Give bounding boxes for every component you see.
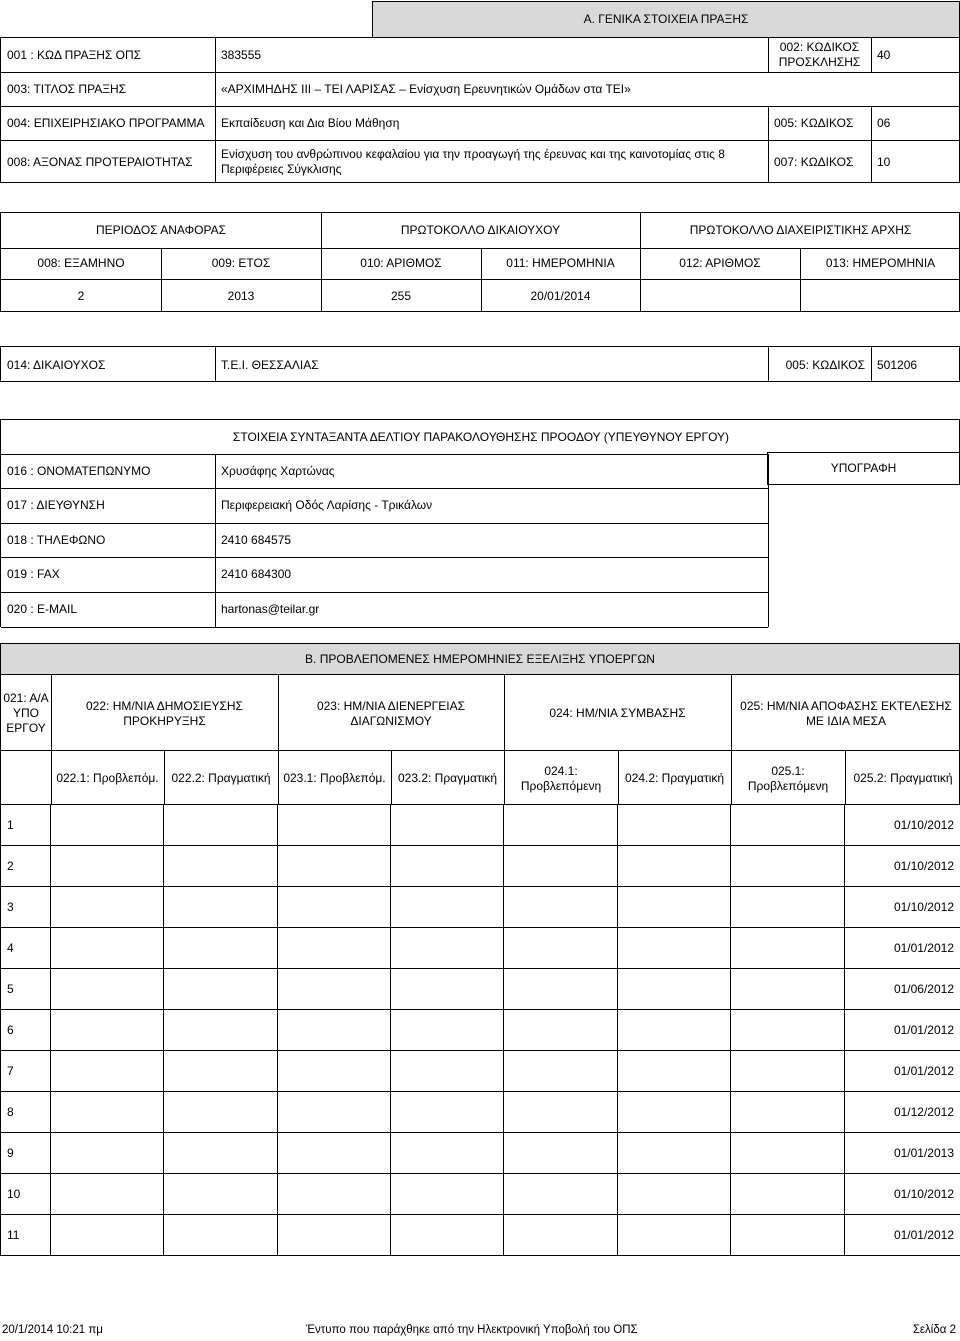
empty-date-cell — [164, 1051, 278, 1092]
own-means-date-header: 025: ΗΜ/ΝΙΑ ΑΠΟΦΑΣΗΣ ΕΚΤΕΛΕΣΗΣ ΜΕ ΙΔΙΑ ΜΕΣΑ — [740, 698, 952, 728]
subcol-022-2: 022.2: Πραγματική — [171, 771, 271, 785]
empty-date-cell — [731, 1215, 845, 1256]
authority-date-col-label: 013: ΗΜΕΡΟΜΗΝΙΑ — [825, 256, 936, 270]
protocol-authority-header: ΠΡΩΤΟΚΟΛΛΟ ΔΙΑΧΕΙΡΙΣΤΙΚΗΣ ΑΡΧΗΣ — [689, 223, 912, 237]
empty-date-cell — [391, 1010, 504, 1051]
year-col-label: 009: ΕΤΟΣ — [211, 256, 271, 270]
f020-label: 020 : E-MAIL — [7, 602, 78, 616]
subcol-024-1: 024.1: Προβλεπόμενη — [520, 763, 602, 793]
empty-date-cell — [618, 1174, 731, 1215]
empty-date-cell — [618, 969, 731, 1010]
empty-date-cell — [391, 887, 504, 928]
subproject-no-header: 021: Α/Α ΥΠΟ ΕΡΓΟΥ — [3, 691, 49, 735]
actual-execution-date: 01/01/2012 — [845, 1010, 960, 1051]
subproject-number: 5 — [1, 969, 51, 1010]
empty-date-cell — [164, 1092, 278, 1133]
empty-date-cell — [278, 969, 391, 1010]
subcol-022-1: 022.1: Προβλεπόμ. — [56, 771, 159, 785]
empty-date-cell — [278, 1174, 391, 1215]
semester-value: 2 — [77, 288, 85, 303]
actual-execution-date: 01/12/2012 — [845, 1092, 960, 1133]
empty-date-cell — [731, 928, 845, 969]
empty-date-cell — [278, 928, 391, 969]
empty-date-cell — [278, 1215, 391, 1256]
f004-value: Εκπαίδευση και Δια Βίου Μάθηση — [221, 115, 400, 130]
schedule-subheader — [0, 750, 960, 805]
f002-value: 40 — [877, 47, 891, 62]
table-row — [1, 1215, 960, 1256]
subproject-number: 4 — [1, 928, 51, 969]
empty-date-cell — [164, 846, 278, 887]
f007-value: 10 — [877, 154, 891, 169]
empty-date-cell — [618, 1092, 731, 1133]
subproject-number: 1 — [1, 805, 51, 846]
table-row — [1, 1133, 960, 1174]
empty-date-cell — [51, 1215, 164, 1256]
general-info-table — [0, 37, 960, 183]
subproject-number: 9 — [1, 1133, 51, 1174]
section-b-header — [0, 643, 960, 675]
footer-timestamp: 20/1/2014 10:21 πμ — [2, 1324, 103, 1336]
empty-date-cell — [504, 1092, 618, 1133]
empty-date-cell — [731, 1010, 845, 1051]
subproject-number: 10 — [1, 1174, 51, 1215]
table-row — [1, 928, 960, 969]
empty-date-cell — [164, 1133, 278, 1174]
signature-label: ΥΠΟΓΡΑΦΗ — [830, 461, 897, 475]
empty-date-cell — [504, 1051, 618, 1092]
actual-execution-date: 01/01/2012 — [845, 1051, 960, 1092]
date-col-label: 011: ΗΜΕΡΟΜΗΝΙΑ — [506, 256, 615, 270]
announcement-date-header: 022: ΗΜ/ΝΙΑ ΔΗΜΟΣΙΕΥΣΗΣ ΠΡΟΚΗΡΥΞΗΣ — [86, 698, 243, 728]
f017-label: 017 : ΔΙΕΥΘΥΝΣΗ — [7, 498, 105, 512]
empty-date-cell — [164, 928, 278, 969]
empty-date-cell — [731, 887, 845, 928]
actual-execution-date: 01/01/2012 — [845, 1215, 960, 1256]
f007-label: 007: ΚΩΔΙΚΟΣ — [774, 154, 854, 169]
empty-date-cell — [51, 928, 164, 969]
empty-date-cell — [164, 1215, 278, 1256]
empty-date-cell — [731, 805, 845, 846]
empty-date-cell — [391, 1215, 504, 1256]
empty-date-cell — [504, 846, 618, 887]
empty-date-cell — [618, 928, 731, 969]
section-b-title: Β. ΠΡΟΒΛΕΠΟΜΕΝΕΣ ΗΜΕΡΟΜΗΝΙΕΣ ΕΞΕΛΙΞΗΣ ΥΠΟΕΡΓΩΝ — [305, 651, 655, 666]
empty-date-cell — [51, 805, 164, 846]
empty-date-cell — [618, 1215, 731, 1256]
subproject-number: 11 — [1, 1215, 51, 1256]
subcol-023-1: 023.1: Προβλεπόμ. — [283, 771, 386, 785]
table-row — [1, 846, 960, 887]
number-value: 255 — [390, 288, 412, 303]
authority-number-col-label: 012: ΑΡΙΘΜΟΣ — [679, 256, 761, 270]
semester-col-label: 008: ΕΞΑΜΗΝΟ — [37, 256, 125, 270]
beneficiary-table — [0, 346, 960, 382]
f018-label: 018 : ΤΗΛΕΦΩΝΟ — [7, 532, 106, 547]
beneficiary-code-value: 501206 — [877, 357, 918, 372]
empty-date-cell — [278, 846, 391, 887]
empty-date-cell — [51, 1051, 164, 1092]
empty-date-cell — [51, 1174, 164, 1215]
empty-date-cell — [278, 887, 391, 928]
section-a-title: Α. ΓΕΝΙΚΑ ΣΤΟΙΧΕΙΑ ΠΡΑΞΗΣ — [583, 12, 749, 26]
empty-date-cell — [278, 1010, 391, 1051]
subproject-number: 2 — [1, 846, 51, 887]
empty-date-cell — [391, 846, 504, 887]
actual-execution-date: 01/10/2012 — [845, 887, 960, 928]
empty-date-cell — [164, 805, 278, 846]
empty-date-cell — [391, 1092, 504, 1133]
empty-date-cell — [504, 1010, 618, 1051]
f016-value: Χρυσάφης Χαρτώνας — [221, 463, 335, 478]
subproject-number: 3 — [1, 887, 51, 928]
f004-label: 004: ΕΠΙΧΕΙΡΗΣΙΑΚΟ ΠΡΟΓΡΑΜΜΑ — [7, 115, 205, 130]
actual-execution-date: 01/01/2012 — [845, 928, 960, 969]
empty-date-cell — [278, 1051, 391, 1092]
table-row — [1, 1092, 960, 1133]
empty-date-cell — [391, 1133, 504, 1174]
subproject-number: 8 — [1, 1092, 51, 1133]
table-row — [1, 887, 960, 928]
footer-note: Έντυπο που παράχθηκε από την Ηλεκτρονική Υποβολή του ΟΠΣ — [306, 1324, 638, 1336]
reporting-period-table — [0, 212, 960, 312]
empty-date-cell — [391, 805, 504, 846]
protocol-beneficiary-header: ΠΡΩΤΟΚΟΛΛΟ ΔΙΚΑΙΟΥΧΟΥ — [400, 223, 561, 237]
f002-label: 002: ΚΩΔΙΚΟΣ ΠΡΟΣΚΛΗΣΗΣ — [778, 40, 861, 69]
number-col-label: 010: ΑΡΙΘΜΟΣ — [360, 256, 442, 270]
empty-date-cell — [391, 1174, 504, 1215]
table-row — [1, 1010, 960, 1051]
row-divider — [1, 627, 768, 628]
empty-date-cell — [504, 969, 618, 1010]
empty-date-cell — [731, 969, 845, 1010]
empty-date-cell — [51, 846, 164, 887]
subcol-023-2: 023.2: Πραγματική — [397, 771, 498, 785]
empty-date-cell — [391, 969, 504, 1010]
year-value: 2013 — [227, 288, 255, 303]
tender-date-header: 023: ΗΜ/ΝΙΑ ΔΙΕΝΕΡΓΕΙΑΣ ΔΙΑΓΩΝΙΣΜΟΥ — [316, 698, 466, 728]
f005-label: 005: ΚΩΔΙΚΟΣ — [774, 115, 854, 130]
table-row — [1, 969, 960, 1010]
beneficiary-code-label: 005: ΚΩΔΙΚΟΣ — [785, 357, 865, 372]
period-header: ΠΕΡΙΟΔΟΣ ΑΝΑΦΟΡΑΣ — [95, 223, 227, 237]
empty-date-cell — [731, 1133, 845, 1174]
f008-value: Ενίσχυση του ανθρώπινου κεφαλαίου για την προαγωγή της έρευνας και της καινοτομίας στις 8 Περιφέρειες Σύγκλισης — [221, 147, 725, 176]
empty-date-cell — [618, 846, 731, 887]
empty-date-cell — [618, 1010, 731, 1051]
empty-date-cell — [504, 1133, 618, 1174]
f014-value: Τ.Ε.Ι. ΘΕΣΣΑΛΙΑΣ — [221, 357, 319, 372]
subcol-024-2: 024.2: Πραγματική — [624, 771, 725, 785]
f003-label: 003: ΤΙΤΛΟΣ ΠΡΑΞΗΣ — [7, 81, 127, 96]
empty-date-cell — [504, 1215, 618, 1256]
contract-date-header: 024: ΗΜ/ΝΙΑ ΣΥΜΒΑΣΗΣ — [549, 706, 686, 720]
empty-date-cell — [164, 969, 278, 1010]
empty-date-cell — [618, 805, 731, 846]
subproject-number: 6 — [1, 1010, 51, 1051]
actual-execution-date: 01/10/2012 — [845, 805, 960, 846]
date-value: 20/01/2014 — [530, 288, 591, 303]
actual-execution-date: 01/10/2012 — [845, 846, 960, 887]
f001-value: 383555 — [221, 47, 262, 62]
empty-date-cell — [391, 1051, 504, 1092]
empty-date-cell — [618, 1133, 731, 1174]
empty-date-cell — [278, 1092, 391, 1133]
empty-date-cell — [731, 1051, 845, 1092]
f016-label: 016 : ΟΝΟΜΑΤΕΠΩΝΥΜΟ — [7, 463, 151, 478]
empty-date-cell — [164, 1010, 278, 1051]
empty-date-cell — [618, 1051, 731, 1092]
empty-date-cell — [51, 1010, 164, 1051]
subproject-number: 7 — [1, 1051, 51, 1092]
empty-date-cell — [504, 805, 618, 846]
table-row — [1, 1174, 960, 1215]
table-row — [1, 1051, 960, 1092]
empty-date-cell — [731, 846, 845, 887]
f019-label: 019 : FAX — [7, 567, 60, 581]
authority-number-value — [640, 279, 800, 313]
author-table — [0, 419, 960, 627]
empty-date-cell — [51, 969, 164, 1010]
schedule-header — [0, 674, 960, 751]
f005-value: 06 — [877, 115, 891, 130]
empty-date-cell — [164, 1174, 278, 1215]
empty-date-cell — [51, 1133, 164, 1174]
f003-value: «ΑΡΧΙΜΗΔΗΣ ΙΙΙ – ΤΕΙ ΛΑΡΙΣΑΣ – Ενίσχυση Ερευνητικών Ομάδων στα ΤΕΙ» — [221, 81, 631, 96]
f018-value: 2410 684575 — [221, 532, 292, 547]
empty-date-cell — [278, 805, 391, 846]
authority-date-value — [800, 279, 960, 313]
f020-value: hartonas@teilar.gr — [221, 602, 320, 616]
f001-label: 001 : ΚΩΔ ΠΡΑΞΗΣ ΟΠΣ — [7, 47, 142, 62]
section-a-header — [372, 1, 960, 38]
signature-box — [767, 452, 960, 485]
empty-date-cell — [504, 1174, 618, 1215]
actual-execution-date: 01/01/2013 — [845, 1133, 960, 1174]
author-section-title: ΣΤΟΙΧΕΙΑ ΣΥΝΤΑΞΑΝΤΑ ΔΕΛΤΙΟΥ ΠΑΡΑΚΟΛΟΥΘΗΣΗΣ ΠΡΟΟΔΟΥ (ΥΠΕΥΘΥΝΟΥ ΕΡΓΟΥ) — [232, 429, 730, 444]
empty-date-cell — [504, 928, 618, 969]
empty-date-cell — [278, 1133, 391, 1174]
f017-value: Περιφερειακή Οδός Λαρίσης - Τρικάλων — [221, 498, 433, 512]
table-row — [1, 805, 960, 846]
empty-date-cell — [51, 1092, 164, 1133]
subcol-025-1: 025.1: Προβλεπόμενη — [747, 763, 829, 793]
schedule-table — [0, 804, 960, 1256]
empty-date-cell — [504, 887, 618, 928]
empty-date-cell — [164, 887, 278, 928]
empty-date-cell — [731, 1174, 845, 1215]
actual-execution-date: 01/06/2012 — [845, 969, 960, 1010]
footer-page-number: Σελίδα 2 — [912, 1324, 956, 1336]
f014-label: 014: ΔΙΚΑΙΟΥΧΟΣ — [7, 357, 106, 372]
empty-date-cell — [731, 1092, 845, 1133]
empty-date-cell — [391, 928, 504, 969]
empty-date-cell — [51, 887, 164, 928]
f019-value: 2410 684300 — [221, 567, 292, 581]
subcol-025-2: 025.2: Πραγματική — [853, 771, 953, 785]
f008-label: 008: ΑΞΟΝΑΣ ΠΡΟΤΕΡΑΙΟΤΗΤΑΣ — [7, 154, 193, 169]
actual-execution-date: 01/10/2012 — [845, 1174, 960, 1215]
empty-date-cell — [618, 887, 731, 928]
